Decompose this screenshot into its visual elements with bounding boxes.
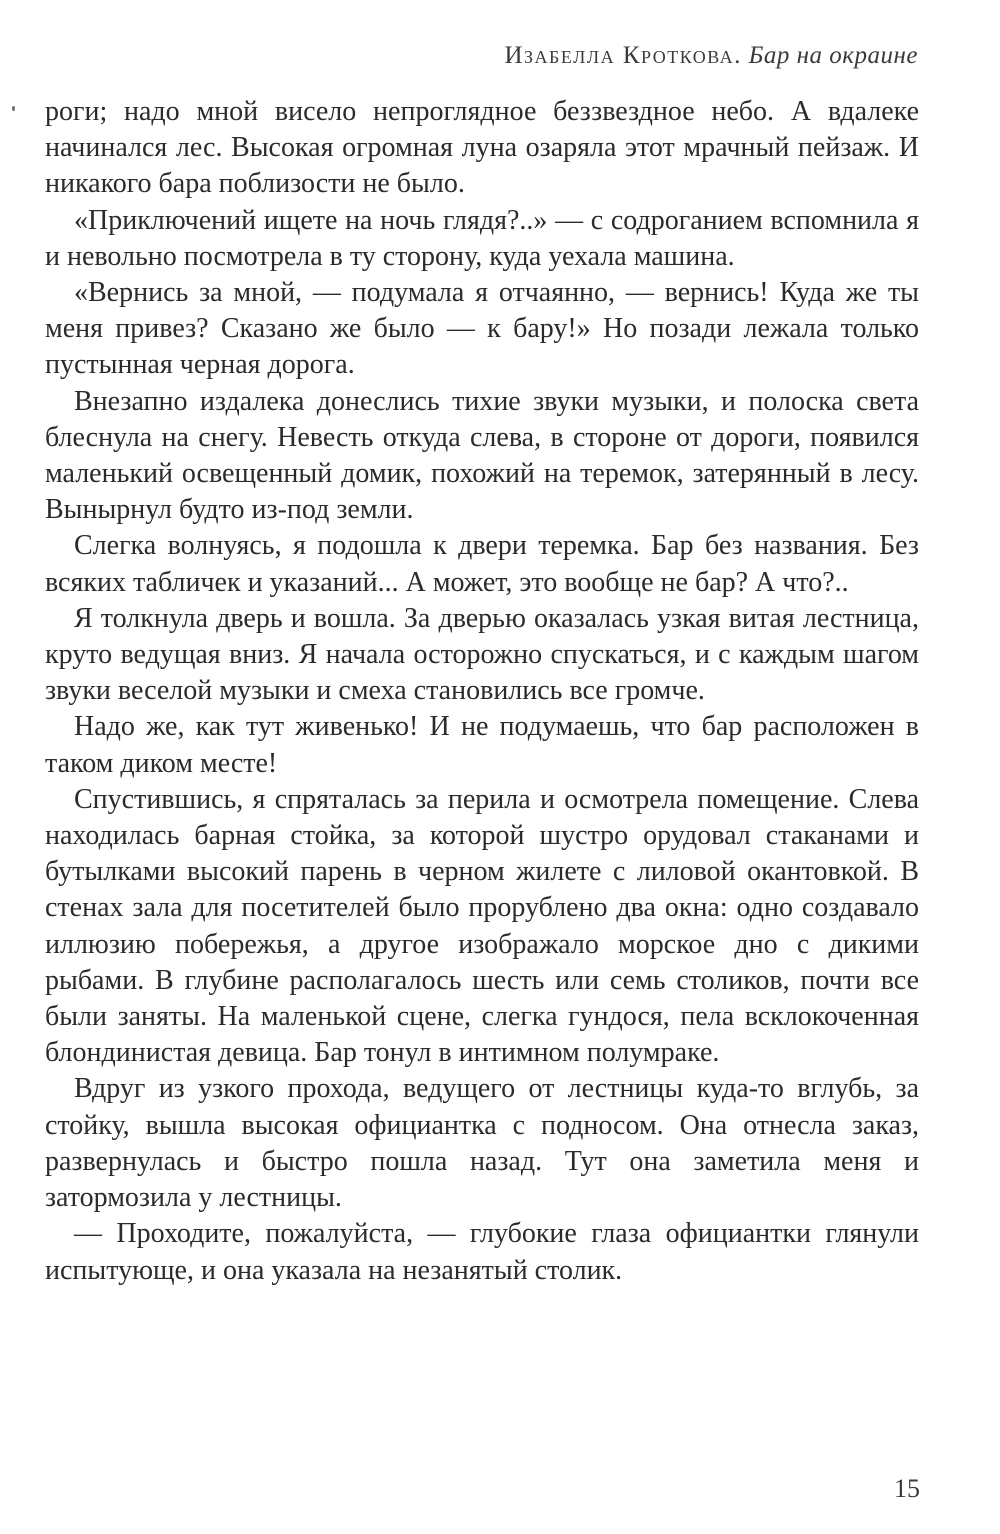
paragraph: роги; надо мной висело непроглядное беззвездное небо. А вдалеке начинался лес. Высокая огромная луна озаряла этот мрачный пейзаж. И никакого бара поблизости не было. (45, 96, 919, 200)
page-number: 15 (894, 1474, 920, 1503)
body-text (45, 94, 919, 1289)
running-header (504, 42, 918, 70)
paragraph: Вдруг из узкого прохода, ведущего от лестницы куда-то вглубь, за стойку, вышла высокая официантка с подносом. Она отнесла заказ, развернулась и быстро пошла назад. Тут она заметила меня и затормозила у лестницы. (45, 1073, 919, 1214)
paragraph: Спустившись, я спряталась за перила и осмотрела помещение. Слева находилась барная стойка, за которой шустро орудовал стаканами и бутылками высокий парень в черном жилете с лиловой окантовкой. В стенах зала для посетителей было прорублено два окна: одно создавало иллюзию побережья, а другое изображало морское дно с дикими рыбами. В глубине располагалось шесть или семь столиков, почти все были заняты. На маленькой сцене, слегка гундося, пела всклокоченная блондинистая девица. Бар тонул в интимном полумраке. (45, 783, 919, 1069)
print-speck (12, 106, 15, 111)
paragraph: — Проходите, пожалуйста, — глубокие глаза официантки глянули испытующе, и она указала на незанятый столик. (45, 1218, 919, 1286)
paragraph: Внезапно издалека донеслись тихие звуки музыки, и полоска света блеснула на снегу. Невесть откуда слева, в стороне от дороги, появился маленький освещенный домик, похожий на теремок, затерянный в лесу. Вынырнул будто из-под земли. (45, 385, 919, 526)
paragraph: Надо же, как тут живенько! И не подумаешь, что бар расположен в таком диком месте! (45, 711, 919, 779)
paragraph: Я толкнула дверь и вошла. За дверью оказалась узкая витая лестница, круто ведущая вниз. Я начала осторожно спускаться, и с каждым шагом звуки веселой музыки и смеха становились все громче. (45, 602, 919, 707)
header-author: Изабелла Кроткова. (504, 42, 742, 69)
paragraph: «Вернись за мной, — подумала я отчаянно, — вернись! Куда же ты меня привез? Сказано же было — к бару!» Но позади лежала только пустынная черная дорога. (45, 277, 919, 381)
paragraph: «Приключений ищете на ночь глядя?..» — с содроганием вспомнила я и невольно посмотрела в ту сторону, куда уехала машина. (45, 204, 919, 272)
paragraph: Слегка волнуясь, я подошла к двери теремка. Бар без названия. Без всяких табличек и указаний... А может, это вообще не бар? А что?.. (45, 530, 919, 598)
header-book-title: Бар на окраине (748, 42, 918, 69)
